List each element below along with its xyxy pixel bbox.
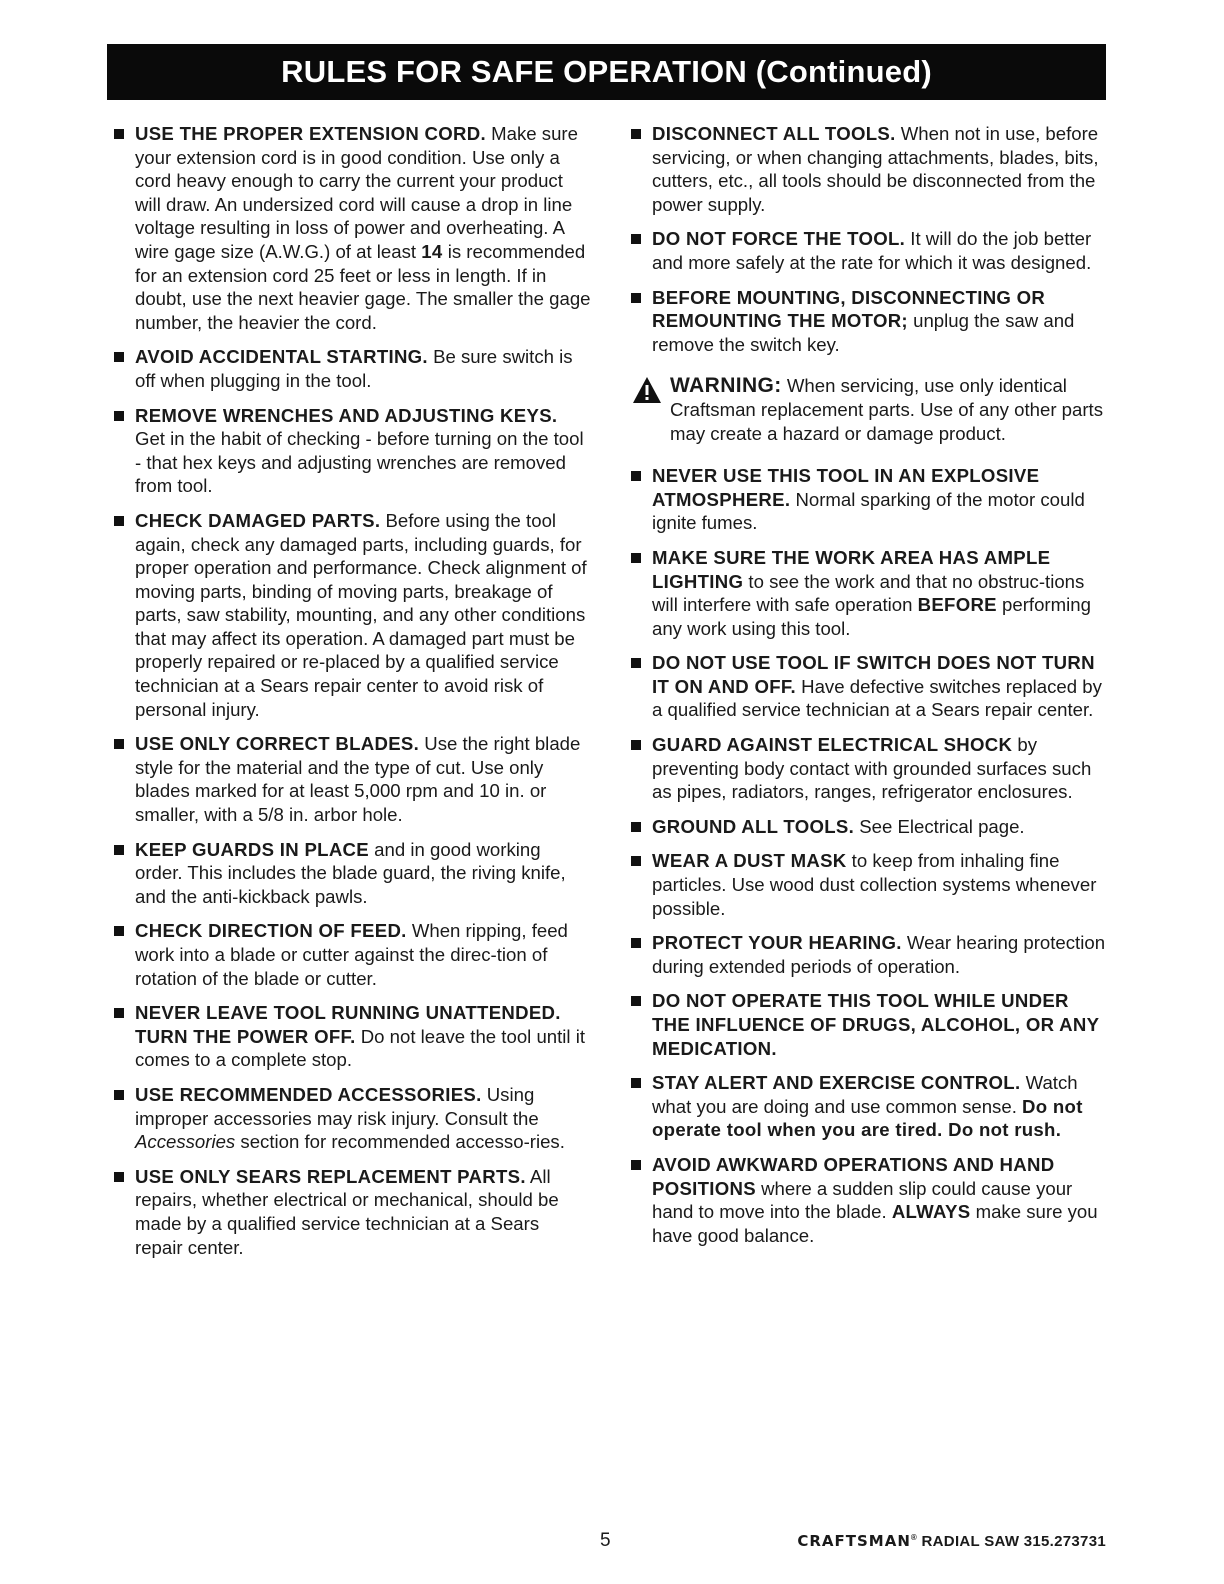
- rule-text: where a sudden slip could cause your hand to move into the blade.: [652, 1177, 1073, 1223]
- rule-heading: USE THE PROPER EXTENSION CORD.: [135, 123, 486, 144]
- rule-item: [630, 1071, 1108, 1142]
- rule-item: [113, 1083, 591, 1154]
- rule-item: [630, 989, 1108, 1060]
- right-column: [630, 122, 1108, 1258]
- rule-item: [113, 1001, 591, 1072]
- rule-emphasis: BEFORE: [917, 594, 997, 616]
- rule-text: section for recommended accesso-ries.: [235, 1131, 565, 1153]
- page-number: 5: [600, 1530, 611, 1551]
- rule-heading: GUARD AGAINST ELECTRICAL SHOCK: [652, 734, 1013, 756]
- square-bullet-icon: [114, 411, 124, 421]
- rule-text: Watch what you are doing and use common sense.: [652, 1072, 1078, 1117]
- square-bullet-icon: [631, 553, 641, 563]
- rule-heading: BEFORE MOUNTING, DISCONNECTING OR REMOUNTING THE MOTOR;: [652, 286, 1046, 332]
- rule-text: Using improper accessories may risk injury. Consult the: [135, 1083, 539, 1129]
- rule-item: [113, 345, 591, 392]
- rule-item: [630, 733, 1108, 804]
- warning-label: WARNING:: [670, 374, 782, 398]
- warning-note: [630, 374, 1108, 445]
- rule-text: Use the right blade style for the material and the type of cut. Use only blades marked for at least 5,000 rpm and 10 in. or smaller, with a 5/8 in. arbor hole.: [135, 733, 581, 826]
- rule-item: [630, 227, 1108, 274]
- square-bullet-icon: [631, 658, 641, 668]
- rule-item: [630, 931, 1108, 978]
- rule-heading: KEEP GUARDS IN PLACE: [135, 838, 369, 860]
- rule-item: [630, 122, 1108, 216]
- rule-heading: DISCONNECT ALL TOOLS.: [652, 123, 896, 144]
- rule-text: Have defective switches replaced by a qualified service technician at a Sears repair center.: [652, 675, 1102, 721]
- rule-heading: NEVER USE THIS TOOL IN AN EXPLOSIVE ATMOSPHERE.: [652, 465, 1040, 510]
- craftsman-logo: CRAFTSMAN: [797, 1532, 911, 1550]
- square-bullet-icon: [631, 856, 641, 866]
- square-bullet-icon: [114, 845, 124, 855]
- accessories-reference: Accessories: [135, 1131, 236, 1153]
- rule-text: Normal sparking of the motor could ignite fumes.: [652, 488, 1085, 534]
- rule-text: make sure you have good balance.: [652, 1201, 1098, 1246]
- rule-text: to see the work and that no obstruc-tions will interfere with safe operation: [652, 570, 1085, 616]
- rule-item: [113, 732, 591, 826]
- left-column: [113, 122, 591, 1270]
- square-bullet-icon: [631, 234, 641, 244]
- rule-text: When ripping, feed work into a blade or cutter against the direc-tion of rotation of the blade or cutter.: [135, 920, 568, 989]
- rule-item: [630, 546, 1108, 640]
- rule-heading: USE RECOMMENDED ACCESSORIES.: [135, 1083, 482, 1105]
- square-bullet-icon: [114, 1008, 124, 1018]
- section-title-banner: [107, 44, 1106, 100]
- rule-text: See Electrical page.: [854, 815, 1025, 837]
- square-bullet-icon: [114, 1172, 124, 1182]
- rule-emphasis: Do not operate tool when you are tired. Do not rush.: [652, 1095, 1083, 1141]
- rule-text: Get in the habit of checking - before turning on the tool - that hex keys and adjusting wrenches are removed from tool.: [135, 428, 584, 497]
- square-bullet-icon: [114, 129, 124, 139]
- rule-heading: NEVER LEAVE TOOL RUNNING UNATTENDED. TURN THE POWER OFF.: [135, 1002, 561, 1047]
- square-bullet-icon: [631, 293, 641, 303]
- rule-item: [113, 509, 591, 721]
- footer-brand: [797, 1532, 1106, 1550]
- rule-text: Wear hearing protection during extended periods of operation.: [652, 932, 1106, 977]
- rule-emphasis: 14: [421, 240, 443, 262]
- square-bullet-icon: [114, 739, 124, 749]
- trademark-symbol: ®: [910, 1533, 918, 1542]
- rule-heading: CHECK DIRECTION OF FEED.: [135, 920, 407, 942]
- rule-text: performing any work using this tool.: [652, 594, 1091, 639]
- rule-heading: CHECK DAMAGED PARTS.: [135, 509, 381, 531]
- rule-heading: PROTECT YOUR HEARING.: [652, 932, 902, 954]
- rule-item: [630, 651, 1108, 722]
- rule-text: When not in use, before servicing, or when changing attachments, blades, bits, cutters, etc., all tools should be disconnected from the power supply.: [652, 123, 1099, 215]
- rule-heading: DO NOT OPERATE THIS TOOL WHILE UNDER THE INFLUENCE OF DRUGS, ALCOHOL, OR ANY MEDICATION.: [652, 990, 1099, 1059]
- rule-item: [630, 1153, 1108, 1247]
- rule-heading: USE ONLY CORRECT BLADES.: [135, 733, 420, 755]
- rule-text: It will do the job better and more safely at the rate for which it was designed.: [652, 228, 1092, 273]
- rule-item: [630, 849, 1108, 920]
- section-title: RULES FOR SAFE OPERATION (Continued): [281, 54, 932, 89]
- square-bullet-icon: [631, 938, 641, 948]
- rule-heading: REMOVE WRENCHES AND ADJUSTING KEYS.: [135, 404, 558, 426]
- rule-text: Do not leave the tool until it comes to a complete stop.: [135, 1025, 586, 1071]
- warning-triangle-icon: [632, 376, 662, 404]
- rule-text: and in good working order. This includes the blade guard, the riving knife, and the anti-kickback pawls.: [135, 838, 566, 907]
- rule-heading: USE ONLY SEARS REPLACEMENT PARTS.: [135, 1165, 526, 1187]
- square-bullet-icon: [114, 516, 124, 526]
- square-bullet-icon: [631, 996, 641, 1006]
- rule-heading: STAY ALERT AND EXERCISE CONTROL.: [652, 1072, 1021, 1094]
- rule-item: [113, 1165, 591, 1259]
- rule-heading: WEAR A DUST MASK: [652, 850, 847, 872]
- rule-text: by preventing body contact with grounded surfaces such as pipes, radiators, ranges, refrigerator enclosures.: [652, 734, 1092, 803]
- rule-item: [630, 815, 1108, 839]
- square-bullet-icon: [631, 822, 641, 832]
- square-bullet-icon: [114, 926, 124, 936]
- square-bullet-icon: [631, 129, 641, 139]
- rule-heading: AVOID ACCIDENTAL STARTING.: [135, 346, 428, 368]
- square-bullet-icon: [631, 471, 641, 481]
- rule-heading: MAKE SURE THE WORK AREA HAS AMPLE LIGHTING: [652, 546, 1051, 592]
- rule-item: [113, 122, 591, 334]
- rule-text: Before using the tool again, check any damaged parts, including guards, for proper operation and performance. Check alignment of moving parts, binding of moving parts, breakage of parts, saw stability, mounting, and any other conditions that may affect its operation. A damaged part must be properly repaired or re-placed by a qualified service technician at a Sears repair center to avoid risk of personal injury.: [135, 509, 587, 720]
- rule-emphasis: ALWAYS: [891, 1201, 971, 1223]
- rule-text: to keep from inhaling fine particles. Use wood dust collection systems whenever possible.: [652, 850, 1097, 919]
- rule-item: [630, 286, 1108, 357]
- rule-item: [113, 404, 591, 498]
- rule-item: [113, 838, 591, 909]
- model-label: RADIAL SAW 315.273731: [921, 1533, 1106, 1550]
- rule-heading: DO NOT FORCE THE TOOL.: [652, 228, 906, 250]
- rule-text: unplug the saw and remove the switch key.: [652, 310, 1075, 355]
- rule-text: All repairs, whether electrical or mechanical, should be made by a qualified service technician at a Sears repair center.: [135, 1165, 559, 1258]
- rule-text: is recommended for an extension cord 25 feet or less in length. If in doubt, use the next heavier gage. The smaller the gage number, the heavier the cord.: [135, 240, 591, 333]
- rule-heading: DO NOT USE TOOL IF SWITCH DOES NOT TURN IT ON AND OFF.: [652, 652, 1095, 697]
- rule-text: Make sure your extension cord is in good condition. Use only a cord heavy enough to carry the current your product will draw. An undersized cord will cause a drop in line voltage resulting in loss of power and overheating. A wire gage size (A.W.G.) of at least: [135, 123, 578, 262]
- warning-text: When servicing, use only identical Craftsman replacement parts. Use of any other parts may create a hazard or damage product.: [670, 375, 1104, 444]
- rule-text: Be sure switch is off when plugging in the tool.: [135, 346, 573, 391]
- rule-heading: AVOID AWKWARD OPERATIONS AND HAND POSITIONS: [652, 1153, 1055, 1199]
- rule-item: [630, 464, 1108, 535]
- square-bullet-icon: [631, 740, 641, 750]
- square-bullet-icon: [631, 1160, 641, 1170]
- square-bullet-icon: [114, 352, 124, 362]
- square-bullet-icon: [631, 1078, 641, 1088]
- square-bullet-icon: [114, 1090, 124, 1100]
- rule-heading: GROUND ALL TOOLS.: [652, 815, 855, 837]
- rule-item: [113, 919, 591, 990]
